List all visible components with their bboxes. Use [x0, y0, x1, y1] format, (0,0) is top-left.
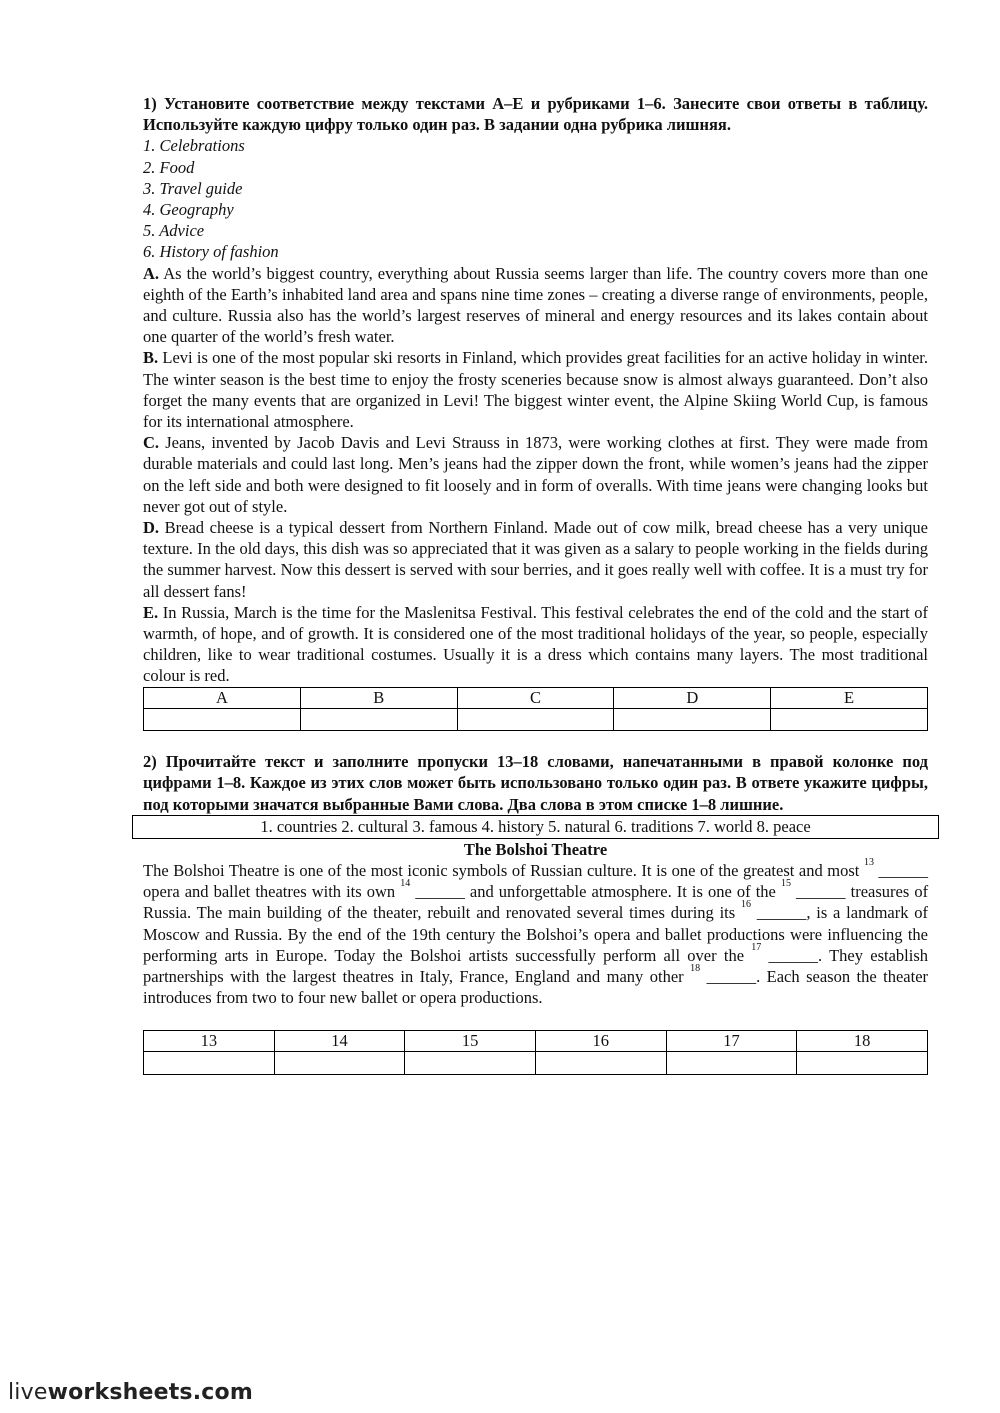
table-answer-row	[144, 1052, 928, 1075]
text-body: Bread cheese is a typical dessert from Northern Finland. Made out of cow milk, bread cheese has a very unique texture. In the old days, this dish was so appreciated that it was given as a salary to people working in the fields during the summer harvest. Now this dessert is served with sour berries, and it goes really well with coffee. It is a must try for all dessert fans!	[143, 518, 928, 601]
answer-cell	[457, 708, 614, 731]
table-header-cell: D	[614, 687, 771, 708]
text-title: The Bolshoi Theatre	[463, 839, 608, 859]
gap-blank: ______	[415, 882, 465, 902]
table-header-cell: 15	[405, 1031, 536, 1052]
table-header-cell: 16	[535, 1031, 666, 1052]
gap-number: 15	[780, 878, 791, 890]
table-header-row	[144, 1031, 928, 1052]
table-header-cell: 13	[144, 1031, 275, 1052]
gap-number: 16	[741, 899, 752, 911]
answer-cell	[614, 708, 771, 731]
text-body: Jeans, invented by Jacob Davis and Levi Strauss in 1873, were working clothes at first. They were made from durable materials and could last long. Men’s jeans had the zipper down the front, while women’s jeans had the zipper on the left side and both were designed to fit loosely and in form of overalls. With time jeans were changing looks but never got out of style.	[143, 433, 928, 516]
heading-item: 1. Celebrations	[143, 136, 245, 156]
worksheet	[143, 93, 928, 1075]
text-segment: treasures of Russia. The main building of the theater, rebuilt and renovated several times during its	[143, 882, 929, 923]
answer-cell	[771, 708, 928, 731]
table-header-cell: E	[771, 687, 928, 708]
headings-list	[143, 135, 928, 262]
gap-blank: ______	[878, 861, 929, 880]
task1-answer-table	[143, 687, 928, 732]
gap-number: 14	[400, 878, 411, 890]
text-body: In Russia, March is the time for the Maslenitsa Festival. This festival celebrates the end of the cold and the start of warmth, of hope, and of growth. It is considered one of the most traditional holidays of the year, so people, especially children, like to wear traditional costumes. Usually it is a dress which contains many layers. The most traditional colour is red.	[143, 602, 928, 686]
answer-cell	[405, 1052, 536, 1075]
answer-input-18[interactable]	[797, 1054, 927, 1074]
brand-tld: .com	[192, 1380, 253, 1405]
heading-item: 6. History of fashion	[143, 242, 279, 262]
text-label: A.	[143, 263, 160, 283]
text-label: B.	[143, 348, 159, 368]
answer-input-15[interactable]	[405, 1054, 535, 1074]
answer-input-d[interactable]	[614, 710, 770, 730]
answer-cell	[144, 1052, 275, 1075]
table-header-row	[144, 687, 928, 708]
brand-bold: worksheets	[47, 1380, 193, 1405]
heading-item: 4. Geography	[143, 200, 234, 220]
gap-blank: ______	[796, 882, 846, 902]
answer-cell	[797, 1052, 928, 1075]
table-header-cell: 17	[666, 1031, 797, 1052]
answer-input-a[interactable]	[144, 710, 300, 730]
text-segment: opera and ballet theatres with its own	[143, 882, 396, 902]
gap-fill-text	[143, 857, 929, 1008]
text-segment: and unforgettable atmosphere. It is one of the	[469, 882, 776, 902]
heading-item: 2. Food	[143, 157, 195, 177]
task1-instruction: 1) Установите соответствие между текстами A–E и рубриками 1–6. Занесите свои ответы в таблицу. Используйте каждую цифру только один раз. В задании одна рубрика лишняя.	[143, 94, 928, 135]
heading-item: 5. Advice	[143, 221, 205, 241]
gap-blank: ______	[756, 903, 807, 923]
task2-answer-table	[143, 1030, 928, 1075]
answer-input-e[interactable]	[771, 710, 927, 730]
text-segment: . Each season the theater introduces from two to four new ballet or opera productions.	[143, 967, 929, 1008]
gap-number: 18	[690, 963, 701, 975]
answer-input-14[interactable]	[275, 1054, 405, 1074]
text-label: D.	[143, 518, 160, 538]
answer-input-16[interactable]	[536, 1054, 666, 1074]
answer-input-b[interactable]	[301, 710, 457, 730]
text-segment: , is a landmark of Moscow and Russia. By the end of the 19th century the Bolshoi’s opera and ballet productions were influencing the performing arts in Europe. Today the Bolshoi artists successfully perform all over the	[143, 903, 929, 965]
answer-cell	[300, 708, 457, 731]
gap-blank: ______	[768, 945, 819, 965]
heading-item: 3. Travel guide	[143, 178, 243, 198]
text-body: As the world’s biggest country, everything about Russia seems larger than life. The country covers more than one eighth of the Earth’s inhabited land area and spans nine time zones – creating a diverse range of environments, people, and culture. Russia also has the world’s largest reserves of mineral and energy resources and its lakes contain about one quarter of the world’s fresh water.	[143, 263, 928, 347]
gap-number: 13	[863, 857, 874, 868]
text-b	[143, 347, 928, 432]
gap-number: 17	[751, 941, 762, 953]
table-header-cell: C	[457, 687, 614, 708]
table-header-cell: 18	[797, 1031, 928, 1052]
text-segment: . They establish partnerships with the largest theatres in Italy, France, England and many other	[143, 945, 929, 987]
text-segment: The Bolshoi Theatre is one of the most iconic symbols of Russian culture. It is one of the greatest and most	[143, 861, 860, 880]
liveworksheets-logo[interactable]	[8, 1380, 253, 1405]
table-header-cell: 14	[274, 1031, 405, 1052]
brand-light: live	[8, 1380, 48, 1405]
answer-cell	[274, 1052, 405, 1075]
answer-input-c[interactable]	[458, 710, 614, 730]
text-body: Levi is one of the most popular ski resorts in Finland, which provides great facilities for an active holiday in winter. The winter season is the best time to enjoy the frosty sceneries because snow is almost always guaranteed. Don’t also forget the many events that are organized in Levi! The biggest winter event, the Alpine Skiing World Cup, is famous for its international atmosphere.	[143, 348, 928, 432]
word-list-box: 1. countries 2. cultural 3. famous 4. history 5. natural 6. traditions 7. world 8. peace	[132, 815, 939, 839]
answer-cell	[144, 708, 301, 731]
text-a	[143, 263, 928, 348]
answer-input-13[interactable]	[144, 1054, 274, 1074]
table-answer-row	[144, 708, 928, 731]
text-d	[143, 517, 928, 602]
task2-instruction: 2) Прочитайте текст и заполните пропуски 13–18 словами, напечатанными в правой колонке под цифрами 1–8. Каждое из этих слов может быть использовано только один раз. В ответе укажите цифры, под которыми значатся выбранные Вами слова. Два слова в этом списке 1–8 лишние.	[143, 752, 928, 814]
text-c	[143, 432, 928, 517]
table-header-cell: A	[144, 687, 301, 708]
text-label: C.	[143, 433, 160, 453]
table-header-cell: B	[300, 687, 457, 708]
answer-cell	[666, 1052, 797, 1075]
gap-blank: ______	[706, 967, 757, 987]
text-label: E.	[143, 602, 159, 622]
answer-cell	[535, 1052, 666, 1075]
answer-input-17[interactable]	[667, 1054, 797, 1074]
text-e	[143, 602, 928, 687]
